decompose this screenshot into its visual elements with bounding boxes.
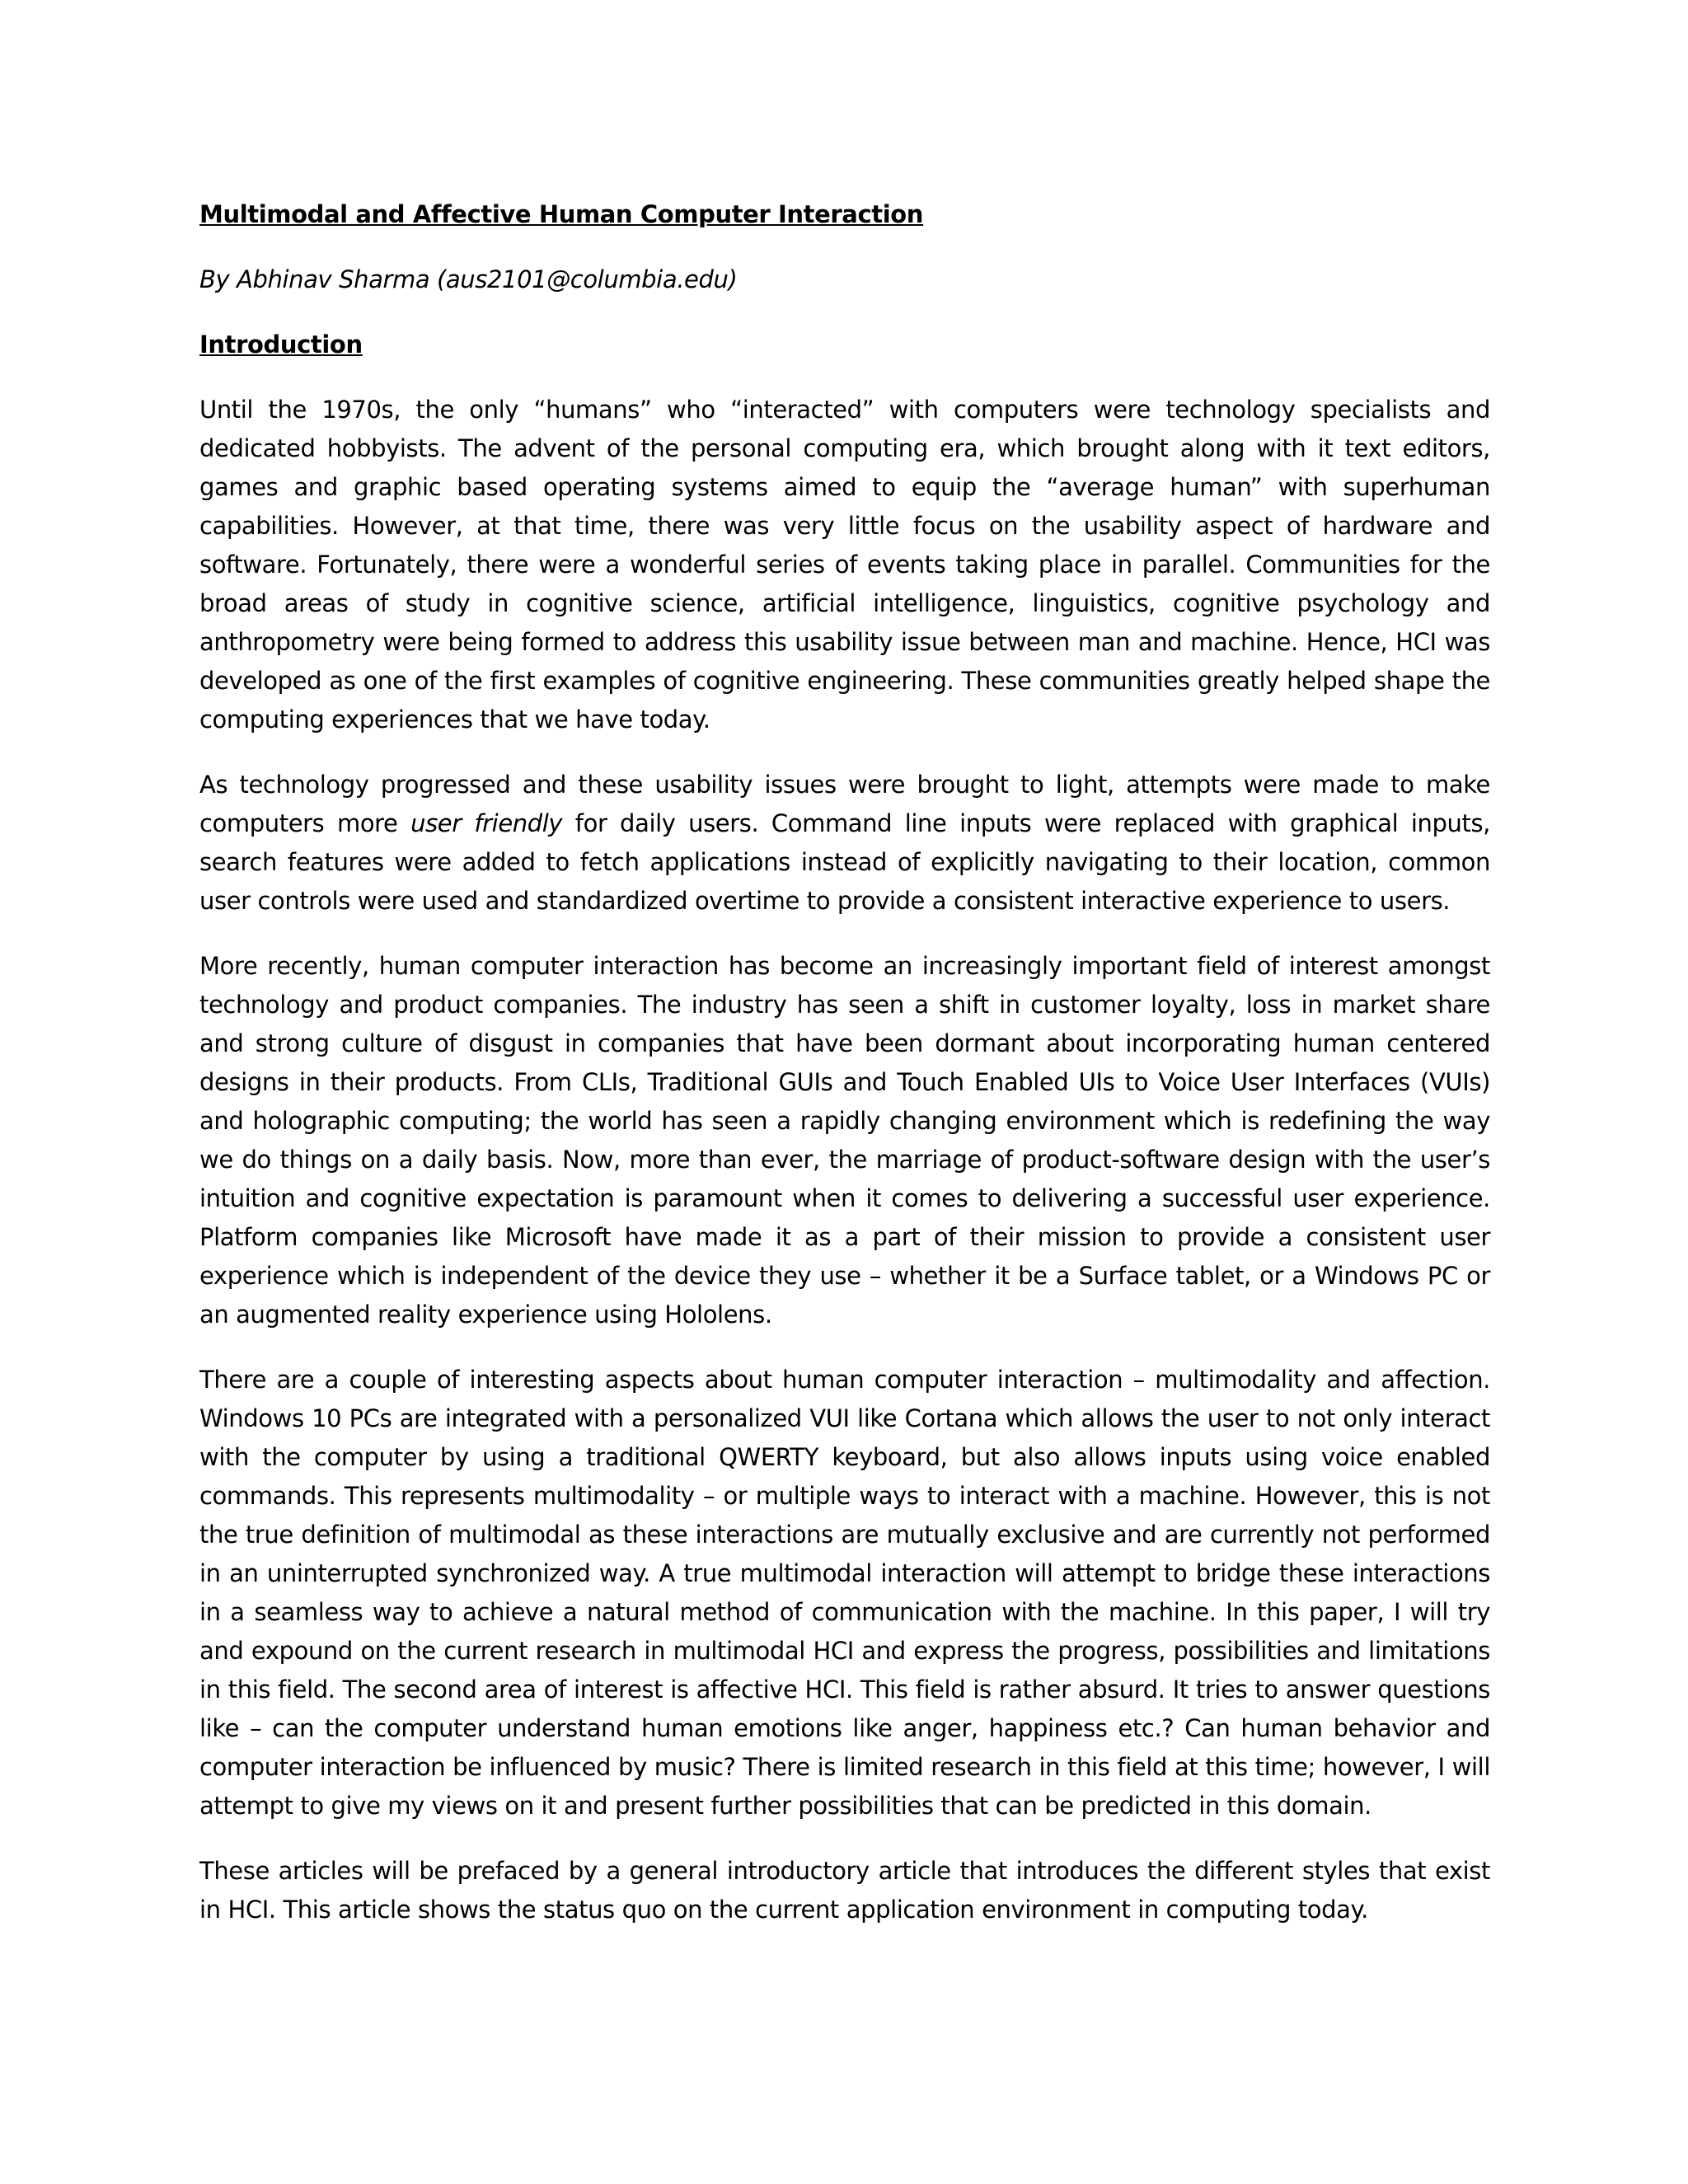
paragraph-2-emphasis: user friendly [410, 809, 563, 837]
document-title: Multimodal and Affective Human Computer Interaction [199, 200, 924, 228]
paragraph-3: More recently, human computer interaction has become an increasingly important field of interest amongst technology and product companies. The industry has seen a shift in customer loyalty, loss in market share and strong culture of disgust in companies that have been dormant about incorporating human centered designs in their products. From CLIs, Traditional GUIs and Touch Enabled UIs to Voice User Interfaces (VUIs) and holographic computing; the world has seen a rapidly changing environment which is redefining the way we do things on a daily basis. Now, more than ever, the marriage of product-software design with the user’s intuition and cognitive expectation is paramount when it comes to delivering a successful user experience. Platform companies like Microsoft have made it as a part of their mission to provide a consistent user experience which is independent of the device they use – whether it be a Surface tablet, or a Windows PC or an augmented reality experience using Hololens. [199, 952, 1490, 1329]
section-heading-introduction: Introduction [199, 330, 363, 359]
author-line: By Abhinav Sharma (aus2101@columbia.edu) [199, 265, 738, 293]
paragraph-4: There are a couple of interesting aspects about human computer interaction – multimodality and affection. Windows 10 PCs are integrated with a personalized VUI like Cortana which allows the user to not only interact with the computer by using a traditional QWERTY keyboard, but also allows inputs using voice enabled commands. This represents multimodality – or multiple ways to interact with a machine. However, this is not the true definition of multimodal as these interactions are mutually exclusive and are currently not performed in an uninterrupted synchronized way. A true multimodal interaction will attempt to bridge these interactions in a seamless way to achieve a natural method of communication with the machine. In this paper, I will try and expound on the current research in multimodal HCI and express the progress, possibilities and limitations in this field. The second area of interest is affective HCI. This field is rather absurd. It tries to answer questions like – can the computer understand human emotions like anger, happiness etc.? Can human behavior and computer interaction be influenced by music? There is limited research in this field at this time; however, I will attempt to give my views on it and present further possibilities that can be predicted in this domain. [199, 1366, 1490, 1820]
paragraph-2 [199, 766, 1490, 921]
paragraph-2-after: for daily users. Command line inputs were replaced with graphical inputs, search features were added to fetch applications instead of explicitly navigating to their location, common user controls were used and standardized overtime to provide a consistent interactive experience to users. [199, 809, 1490, 915]
paragraph-5: These articles will be prefaced by a general introductory article that introduces the different styles that exist in HCI. This article shows the status quo on the current application environment in computing today. [199, 1857, 1490, 1924]
document-page [199, 195, 1490, 1929]
paragraph-1: Until the 1970s, the only “humans” who “interacted” with computers were technology specialists and dedicated hobbyists. The advent of the personal computing era, which brought along with it text editors, games and graphic based operating systems aimed to equip the “average human” with superhuman capabilities. However, at that time, there was very little focus on the usability aspect of hardware and software. Fortunately, there were a wonderful series of events taking place in parallel. Communities for the broad areas of study in cognitive science, artificial intelligence, linguistics, cognitive psychology and anthropometry were being formed to address this usability issue between man and machine. Hence, HCI was developed as one of the first examples of cognitive engineering. These communities greatly helped shape the computing experiences that we have today. [199, 396, 1490, 733]
paragraph-2-before: As technology progressed and these usability issues were brought to light, attempts were made to make computers more [199, 771, 1490, 837]
